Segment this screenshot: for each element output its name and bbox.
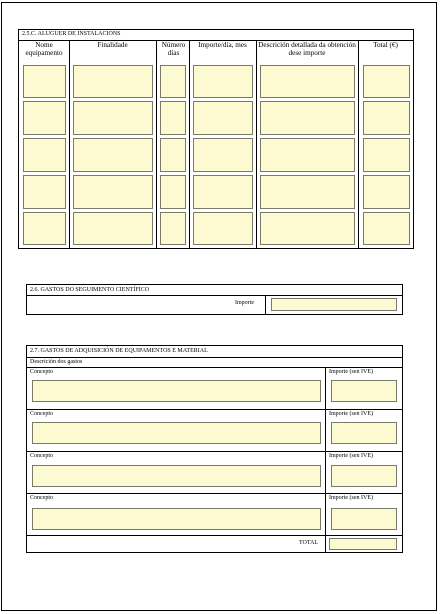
rental-row-1-numero-dias-input[interactable] [160,65,186,98]
rental-row-5-importe-input[interactable] [193,212,253,245]
section-2-6-divider [265,295,266,314]
column-header-finalidade: Finalidade [97,41,128,49]
rental-row-5-numero-dias-input[interactable] [160,212,186,245]
column-divider [69,40,70,248]
rental-row-2-importe-input[interactable] [193,101,253,135]
item-4-concept-label: Concepto [30,495,53,501]
section-2-7-subtitle: Descrición dos gastos [30,359,83,365]
rental-row-4-total-input[interactable] [363,175,410,209]
item-1-concept-input[interactable] [32,380,321,402]
section-2-5c-title: 2.5.C. ALUGUER DE INSTALACIÓNS [22,31,121,37]
rental-row-2-descricion-input[interactable] [260,101,355,135]
column-header-total: Total (€) [373,41,398,49]
rental-row-4-descricion-input[interactable] [260,175,355,209]
rental-row-1-nome-input[interactable] [23,65,66,98]
item-1-amount-label: Importe (sen IVE) [329,369,373,375]
section-2-7-title: 2.7. GASTOS DE ADQUISICIÓN DE EQUIPAMENTOS E MATERIAL [30,348,208,354]
rental-row-3-importe-input[interactable] [193,138,253,172]
section-2-7-title-rule [27,357,402,358]
column-header-importe-dia-mes: Importe/día, mes [198,41,247,49]
section-2-7-column-divider [325,367,326,552]
section-2-6-title: 2.6. GASTOS DO SEGUIMENTO CIENTÍFICO [30,287,150,293]
rental-row-1-finalidade-input[interactable] [73,65,153,98]
column-header-descricion: Descrición detallada da obtención dese importe [258,41,356,57]
rental-row-5-total-input[interactable] [363,212,410,245]
item-2-concept-input[interactable] [32,422,321,444]
column-header-nome-equipamento: Nome equipamento [25,41,63,57]
item-rule [27,409,402,410]
column-divider [358,40,359,248]
item-rule [27,451,402,452]
column-divider [156,40,157,248]
rental-row-2-numero-dias-input[interactable] [160,101,186,135]
item-4-concept-input[interactable] [32,508,321,530]
rental-row-4-nome-input[interactable] [23,175,66,209]
rental-row-3-numero-dias-input[interactable] [160,138,186,172]
rental-row-1-total-input[interactable] [363,65,410,98]
section-2-5c-rental [18,29,414,249]
column-divider [189,40,190,248]
rental-row-2-finalidade-input[interactable] [73,101,153,135]
item-1-amount-input[interactable] [331,380,397,402]
rental-row-2-total-input[interactable] [363,101,410,135]
column-divider [256,40,257,248]
section-2-6-importe-input[interactable] [271,298,397,311]
rental-row-2-nome-input[interactable] [23,101,66,135]
rental-row-5-nome-input[interactable] [23,212,66,245]
item-4-amount-input[interactable] [331,508,397,530]
item-2-amount-input[interactable] [331,422,397,444]
item-rule [27,367,402,368]
item-2-concept-label: Concepto [30,411,53,417]
rental-row-4-importe-input[interactable] [193,175,253,209]
column-header-numero-dias: Número días [161,41,186,57]
rental-row-5-finalidade-input[interactable] [73,212,153,245]
item-4-amount-label: Importe (sen IVE) [329,495,373,501]
item-2-amount-label: Importe (sen IVE) [329,411,373,417]
section-2-7-equipment-material [26,345,403,553]
total-rule [27,535,402,536]
rental-row-1-descricion-input[interactable] [260,65,355,98]
item-1-concept-label: Concepto [30,369,53,375]
item-3-concept-input[interactable] [32,465,321,487]
rental-row-5-descricion-input[interactable] [260,212,355,245]
section-2-6-importe-label: Importe [235,300,254,306]
rental-row-3-total-input[interactable] [363,138,410,172]
section-2-6-title-rule [27,295,402,296]
rental-row-4-numero-dias-input[interactable] [160,175,186,209]
rental-row-3-nome-input[interactable] [23,138,66,172]
item-rule [27,493,402,494]
rental-row-4-finalidade-input[interactable] [73,175,153,209]
section-2-6-scientific-followup [26,284,403,315]
rental-row-1-importe-input[interactable] [193,65,253,98]
rental-row-3-finalidade-input[interactable] [73,138,153,172]
rental-row-3-descricion-input[interactable] [260,138,355,172]
item-3-amount-input[interactable] [331,465,397,487]
item-3-concept-label: Concepto [30,453,53,459]
item-3-amount-label: Importe (sen IVE) [329,453,373,459]
total-amount-input[interactable] [329,538,397,550]
total-label: TOTAL [299,540,319,546]
